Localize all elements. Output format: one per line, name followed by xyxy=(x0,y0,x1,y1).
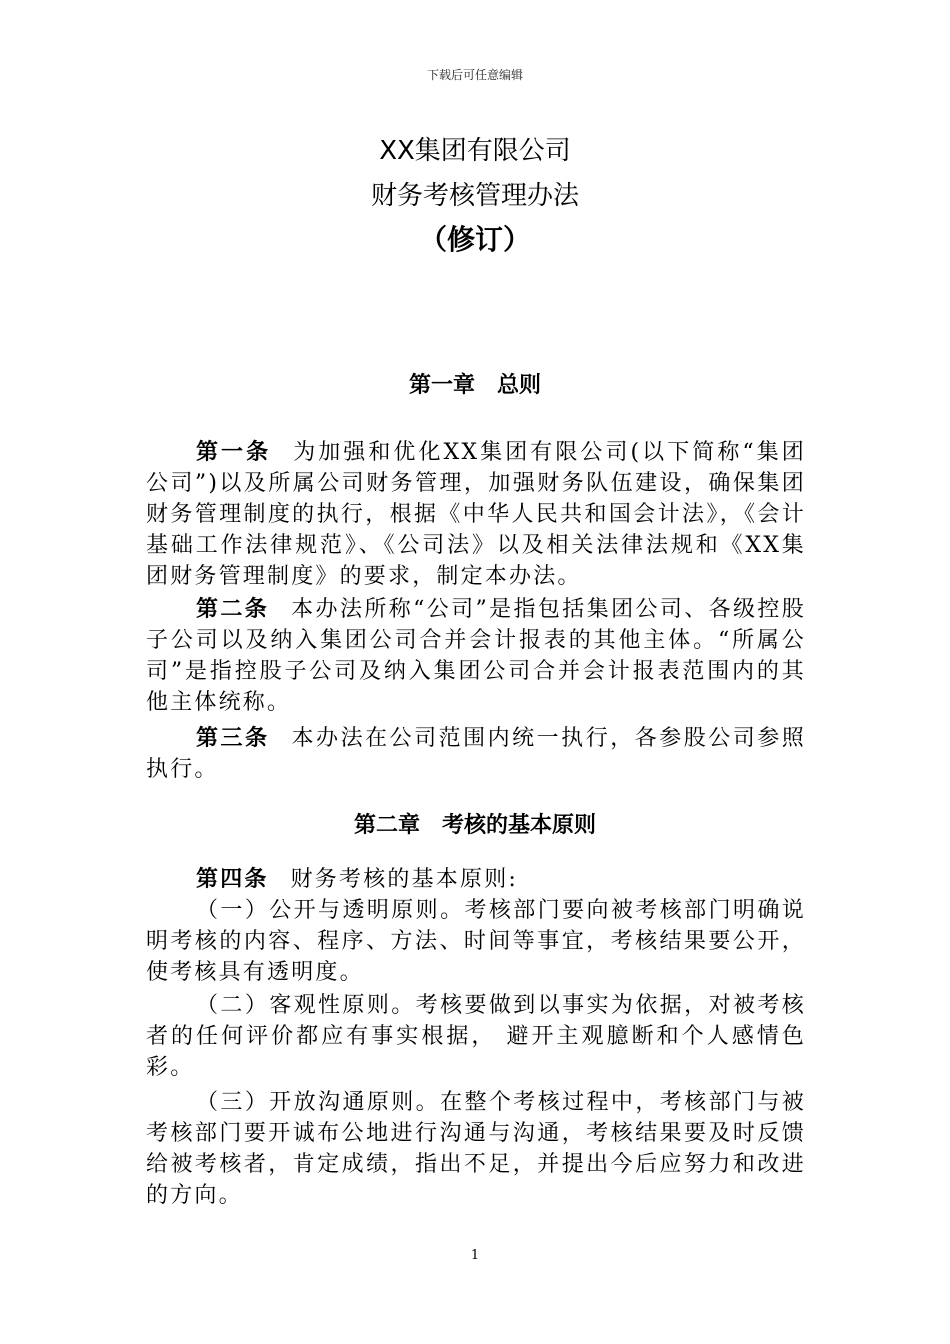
document-title-revision: （修订） xyxy=(418,223,531,256)
article-text: 为加强和优化XX集团有限公司(以下简称“集团公司”)以及所属公司财务管理，加强财务队伍建设，确保集团财务管理制度的执行，根据《中华人民共和国会计法》，《会计基础工作法律规范》、《公司法》以及相关法律法规和《XX集团财务管理制度》的要求，制定本办法。 xyxy=(146,440,806,589)
header-note: 下载后可任意编辑 xyxy=(426,68,523,82)
chapter-heading-1: 第一章 总则 xyxy=(408,373,541,398)
principle-item-1: （一）公开与透明原则。考核部门要向被考核部门明确说明考核的内容、程序、方法、时间等事宜，考核结果要公开，使考核具有透明度。 xyxy=(146,898,806,985)
article-lead: 第三条 xyxy=(196,726,270,751)
article-text: 本办法所称“公司”是指包括集团公司、各级控股子公司以及纳入集团公司合并会计报表的其他主体。“所属公司”是指控股子公司及纳入集团公司合并会计报表范围内的其他主体统称。 xyxy=(146,597,806,715)
article-3 xyxy=(146,723,806,785)
article-4 xyxy=(146,864,806,895)
article-text: 财务考核的基本原则: xyxy=(290,867,519,892)
article-lead: 第四条 xyxy=(196,867,269,892)
principle-item-2: （二）客观性原则。考核要做到以事实为依据，对被考核者的任何评价都应有事实根据， 避开主观臆断和个人感情色彩。 xyxy=(146,993,806,1080)
page-number: 1 xyxy=(470,1248,480,1263)
article-lead: 第二条 xyxy=(196,597,270,622)
chapter-heading-2: 第二章 考核的基本原则 xyxy=(353,813,596,838)
article-1 xyxy=(146,437,806,592)
article-lead: 第一条 xyxy=(196,440,272,465)
article-text: 本办法在公司范围内统一执行，各参股公司参照执行。 xyxy=(146,726,806,782)
document-title-company: XX集团有限公司 xyxy=(379,136,571,166)
article-2 xyxy=(146,594,806,718)
principle-item-3: （三）开放沟通原则。在整个考核过程中，考核部门与被考核部门要开诚布公地进行沟通与沟通，考核结果要及时反馈给被考核者，肯定成绩，指出不足，并提出今后应努力和改进的方向。 xyxy=(146,1090,806,1208)
document-title-name: 财务考核管理办法 xyxy=(370,181,579,211)
